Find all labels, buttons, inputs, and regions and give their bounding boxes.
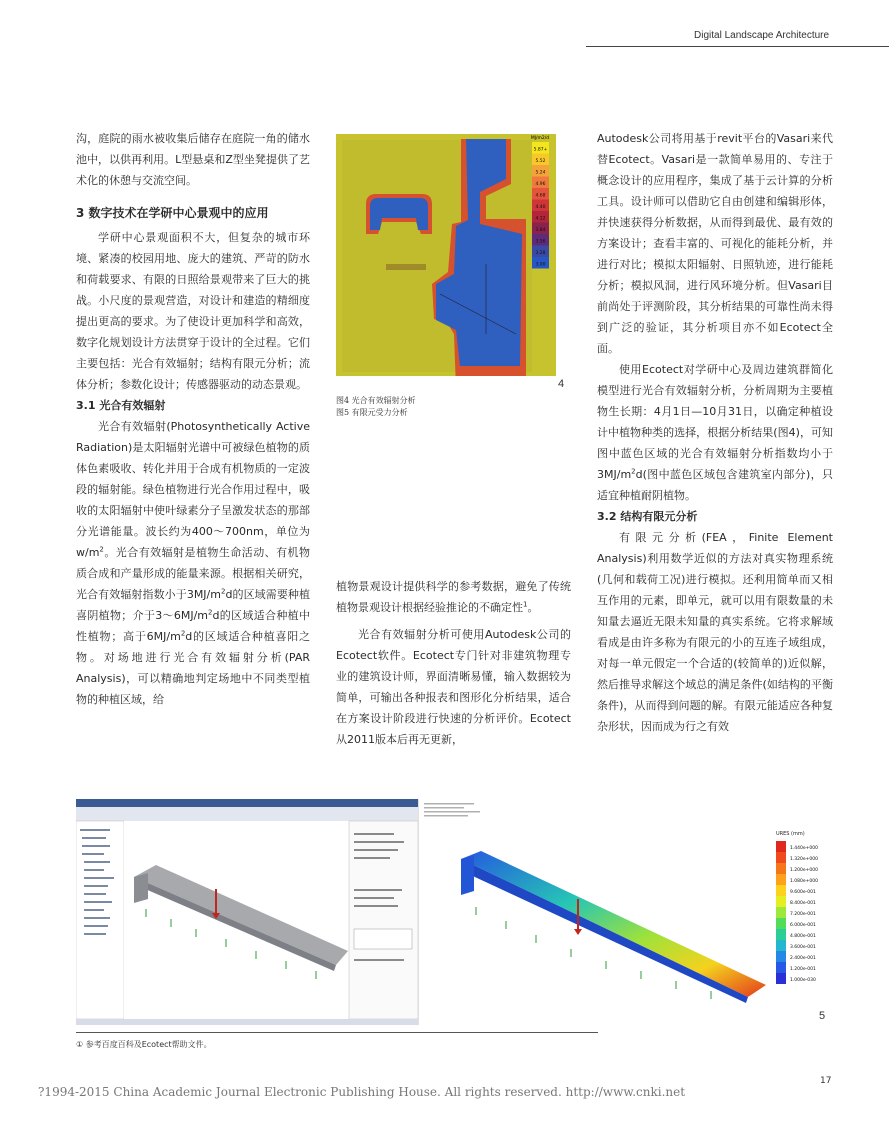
- legend-label: 5.52: [535, 158, 546, 164]
- legend-swatch: [776, 929, 786, 940]
- legend-label: 8.400e-001: [790, 900, 816, 906]
- caption-figure-4: 图4 光合有效辐射分析: [336, 396, 416, 405]
- figure-4-par-map: [336, 134, 556, 376]
- legend-label: 1.080e+000: [790, 878, 819, 884]
- legend-swatch: [776, 852, 786, 863]
- legend-swatch: [776, 907, 786, 918]
- column-3: [597, 128, 833, 737]
- legend-label: 1.000e-030: [790, 977, 816, 983]
- copyright-notice: ?1994-2015 China Academic Journal Electronic Publishing House. All rights reserved. http://www.cnki.net: [38, 1085, 686, 1099]
- legend-swatch: [776, 973, 786, 984]
- legend-label: 3.56: [535, 239, 546, 245]
- legend-swatch: [776, 951, 786, 962]
- column-2: [336, 576, 571, 750]
- legend-swatch: [776, 863, 786, 874]
- legend-label: 4.40: [535, 204, 546, 210]
- running-title: Digital Landscape Architecture: [694, 30, 830, 41]
- legend-label: 4.68: [535, 193, 546, 199]
- legend-label: 9.600e-001: [790, 889, 816, 895]
- figure-5-fea-screenshots: [76, 799, 832, 1025]
- par-paragraph: 光合有效辐射(Photosynthetically Active Radiation)是太阳辐射光谱中可被绿色植物的质体色素吸收、转化并用于合成有机物质的一定波段的辐射能。绿色植物进行光合作用过程中，吸收的太阳辐射中使叶绿素分子呈激发状态的那部分光谱能量。波长约为400～700nm，单位为$w/m^2$。光合有效辐射是植物生命活动、有机物质合成和产量形成的能量来源。根据相关研究，光合有效辐射指数小于$3MJ/m^2d$的区域需要种植喜阴植物；介于$3\sim 6MJ/m^2d$的区域适合种植中性植物；高于$6MJ/m^2d$的区域适合种植喜阳之物。对场地进行光合有效辐射分析(PAR Analysis)，可以精确地判定场地中不同类型植物的种植区域，给: [76, 420, 311, 706]
- column-1: [76, 128, 310, 710]
- fig5-legend-title: URES (mm): [776, 831, 805, 837]
- fig4-legend-title: MJ/m2/d: [530, 136, 550, 141]
- caption-figure-5: 图5 有限元受力分析: [336, 408, 408, 417]
- legend-label: 4.800e-001: [790, 933, 816, 939]
- legend-swatch: [776, 896, 786, 907]
- legend-swatch: [776, 940, 786, 951]
- legend-label: 2.400e-001: [790, 955, 816, 961]
- legend-label: 5.24: [535, 170, 546, 176]
- figure-captions: [336, 395, 416, 419]
- col3-paragraph-3: 有限元分析(FEA，Finite Element Analysis)利用数学近似的方法对真实物理系统(几何和载荷工况)进行模拟。还利用简单而又相互作用的元素，即单元，就可以用有限数量的未知量去逼近无限未知量的真实系统。它将求解域看成是由许多称为有限元的小的互连子域组成，对每一单元假定一个合适的(较简单的)近似解，然后推导求解这个域总的满足条件(如结构的平衡条件)，从而得到问题的解。有限元能适应各种复杂形状，因而成为行之有效: [597, 531, 833, 733]
- legend-swatch: [776, 885, 786, 896]
- legend-label: 1.320e+000: [790, 856, 819, 862]
- legend-label: 3.84: [535, 227, 546, 233]
- legend-label: 1.200e-001: [790, 966, 816, 972]
- footnote: ① 参考百度百科及Ecotect帮助文件。: [76, 1040, 212, 1049]
- legend-swatch: [776, 874, 786, 885]
- figure-4-number: 4: [558, 378, 565, 390]
- legend-label: 4.12: [535, 216, 546, 222]
- legend-label: 1.440e+000: [790, 845, 819, 851]
- page-number: 17: [820, 1076, 832, 1086]
- legend-swatch: [776, 962, 786, 973]
- legend-swatch: [776, 918, 786, 929]
- subsection-heading-3-1: 3.1 光合有效辐射: [76, 399, 166, 412]
- section-paragraph: 学研中心景观面积不大，但复杂的城市环境、紧凑的校园用地、庞大的建筑、严苛的防水和荷载要求、有限的日照给景观带来了巨大的挑战。小尺度的景观营造，对设计和建造的精细度提出更高的要求。为了使设计更加科学和高效，数字化规划设计方法贯穿于设计的全过程。它们主要包括：光合有效辐射；结构有限元分析；流体分析；参数化设计；传感器驱动的动态景观。: [76, 231, 310, 391]
- col1-intro: 沟，庭院的雨水被收集后储存在庭院一角的储水池中，以供再利用。L型悬桌和Z型坐凳提供了艺术化的休憩与交流空间。: [76, 132, 310, 187]
- legend-swatch: [776, 841, 786, 852]
- legend-label: 6.000e-001: [790, 922, 816, 928]
- col3-paragraph-1: Autodesk公司将用基于revit平台的Vasari来代替Ecotect。Vasari是一款简单易用的、专注于概念设计的应用程序，集成了基于云计算的分析工具。设计师可以借助它自由创建和编辑形体，并快速获得分析数据，从而得到最优、最有效的方案设计；查看丰富的、可视化的能耗分析，并进行对比；模拟太阳辐射、日照轨迹，进行能耗分析；模拟风洞，进行风环境分析。但Vasari目前尚处于评测阶段，其分析结果的可靠性尚未得到广泛的验证，其分析项目亦不如Ecotect全面。: [597, 132, 833, 355]
- legend-label: 3.00: [535, 262, 546, 268]
- footnote-rule: [76, 1032, 598, 1033]
- legend-label: 3.28: [535, 250, 546, 256]
- legend-label: 1.200e+000: [790, 867, 819, 873]
- legend-label: 5.87+: [533, 147, 548, 153]
- legend-label: 3.600e-001: [790, 944, 816, 950]
- subsection-heading-3-2: 3.2 结构有限元分析: [597, 510, 698, 523]
- col2-paragraph-2: 光合有效辐射分析可使用Autodesk公司的Ecotect软件。Ecotect专门针对非建筑物理专业的建筑设计师，界面清晰易懂，输入数据较为简单，可输出各种报表和图形化分析结果，适合在方案设计阶段进行快速的分析评价。Ecotect从2011版本后再无更新，: [336, 628, 571, 746]
- col2-paragraph-1: 植物景观设计提供科学的参考数据，避免了传统植物景观设计根据经验推论的不确定性$^1$。: [336, 580, 571, 614]
- figure-5-number: 5: [819, 1010, 826, 1022]
- header-rule: [586, 46, 889, 47]
- legend-label: 4.96: [535, 181, 546, 187]
- col3-paragraph-2: 使用Ecotect对学研中心及周边建筑群简化模型进行光合有效辐射分析，分析周期为主要植物生长期：4月1日—10月31日，以确定种植设计中植物种类的选择，根据分析结果(图4)，可知图中蓝色区域的光合有效辐射分析指数均小于$3MJ/m^2d$(图中蓝色区域包含建筑室内部分)，只适宜种植耐阴植物。: [597, 363, 833, 502]
- section-heading: 3 数字技术在学研中心景观中的应用: [76, 206, 269, 220]
- legend-label: 7.200e-001: [790, 911, 816, 917]
